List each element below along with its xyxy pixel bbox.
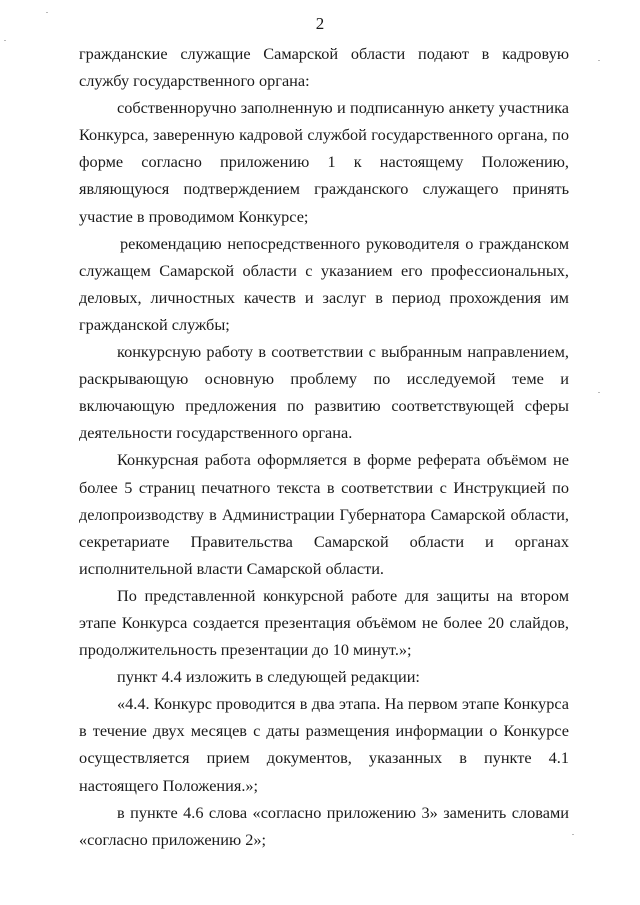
paragraph-application-form: собственноручно заполненную и подписанную анкету участника Конкурса, заверенную кадровой службой государственного органа, по форме согласно приложению 1 к настоящему Положению, являющуюся подтверждением гражданского служащего принять участие в проводимом Конкурсе; xyxy=(79,98,569,226)
document-body xyxy=(79,40,569,853)
scan-speck xyxy=(572,834,574,835)
paragraph-recommendation: рекомендацию непосредственного руководителя о гражданском служащем Самарской области с указанием его профессиональных, деловых, личностных качеств и заслуг в период прохождения им гражданской службы; xyxy=(79,233,569,334)
scan-speck xyxy=(46,12,48,13)
scan-speck xyxy=(598,392,600,393)
scan-speck xyxy=(4,40,6,41)
paragraph-clause-4-4-text: «4.4. Конкурс проводится в два этапа. На первом этапе Конкурса в течение двух месяцев с даты размещения информации о Конкурсе осуществляется прием документов, указанных в пункте 4.1 настоящего Положения.»; xyxy=(79,694,569,795)
paragraph-competition-work: конкурсную работу в соответствии с выбранным направлением, раскрывающую основную проблему по исследуемой теме и включающую предложения по развитию соответствующей сферы деятельности государственного органа. xyxy=(79,342,569,443)
paragraph-clause-4-4-intro: пункт 4.4 изложить в следующей редакции: xyxy=(117,667,420,687)
paragraph-essay-format: Конкурсная работа оформляется в форме реферата объёмом не более 5 страниц печатного текста в соответствии с Инструкцией по делопроизводству в Администрации Губернатора Самарской области, секретариате Правительства Самарской области и органах исполнительной власти Самарской области. xyxy=(79,450,569,578)
paragraph-presentation: По представленной конкурсной работе для защиты на втором этапе Конкурса создается презентация объёмом не более 20 слайдов, продолжительность презентации до 10 минут.»; xyxy=(79,585,569,660)
paragraph-clause-4-6: в пункте 4.6 слова «согласно приложению 3» заменить словами «согласно приложению 2»; xyxy=(79,802,569,849)
page-number: 2 xyxy=(315,14,325,33)
paragraph-intro: гражданские служащие Самарской области подают в кадровую службу государственного органа: xyxy=(79,44,569,91)
scan-speck xyxy=(598,60,600,61)
